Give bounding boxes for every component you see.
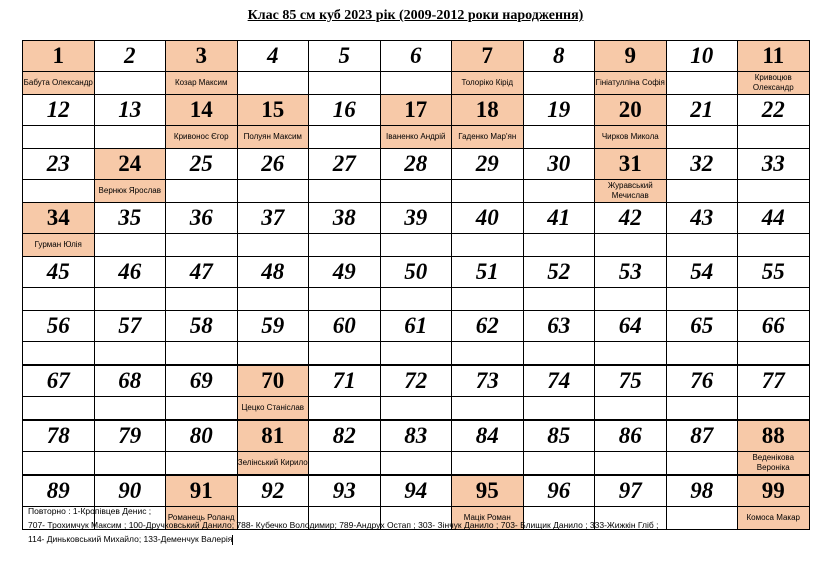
name-cell: Гініатулліна Софія xyxy=(595,72,667,95)
name-cell xyxy=(738,342,810,366)
name-cell xyxy=(166,452,238,476)
number-cell: 69 xyxy=(166,365,238,397)
name-cell xyxy=(380,288,452,311)
name-cell xyxy=(595,452,667,476)
number-cell: 53 xyxy=(595,257,667,288)
number-cell: 56 xyxy=(23,311,95,342)
name-cell xyxy=(380,342,452,366)
name-cell: Гаденко Мар'ян xyxy=(452,126,524,149)
name-cell xyxy=(309,397,381,421)
name-cell xyxy=(523,397,595,421)
number-cell: 60 xyxy=(309,311,381,342)
name-row xyxy=(23,342,810,366)
number-cell: 93 xyxy=(309,475,381,507)
number-cell: 97 xyxy=(595,475,667,507)
name-cell xyxy=(166,288,238,311)
number-cell: 99 xyxy=(738,475,810,507)
number-cell: 98 xyxy=(666,475,738,507)
number-cell: 45 xyxy=(23,257,95,288)
name-cell xyxy=(237,180,309,203)
number-cell: 31 xyxy=(595,149,667,180)
number-cell: 83 xyxy=(380,420,452,452)
number-cell: 21 xyxy=(666,95,738,126)
name-cell xyxy=(666,126,738,149)
name-cell xyxy=(23,288,95,311)
number-cell: 91 xyxy=(166,475,238,507)
number-row xyxy=(23,149,810,180)
number-cell: 20 xyxy=(595,95,667,126)
number-cell: 64 xyxy=(595,311,667,342)
number-cell: 85 xyxy=(523,420,595,452)
number-cell: 7 xyxy=(452,41,524,72)
number-cell: 44 xyxy=(738,203,810,234)
name-cell xyxy=(23,452,95,476)
number-cell: 75 xyxy=(595,365,667,397)
name-cell xyxy=(309,72,381,95)
number-cell: 50 xyxy=(380,257,452,288)
name-cell xyxy=(94,72,166,95)
name-cell xyxy=(237,288,309,311)
notes-line: 707- Трохимчук Максим ; 100-Дручковський Данило; 788- Кубечко Володимир; 789-Андрух Остап ; 303- Зінчук Данило ; 703- Блищик Данило ; 333-Жижкін Гліб ; xyxy=(28,520,659,530)
number-cell: 73 xyxy=(452,365,524,397)
number-cell: 6 xyxy=(380,41,452,72)
number-cell: 23 xyxy=(23,149,95,180)
name-cell xyxy=(452,288,524,311)
number-cell: 59 xyxy=(237,311,309,342)
name-cell xyxy=(94,126,166,149)
name-row xyxy=(23,180,810,203)
number-cell: 12 xyxy=(23,95,95,126)
number-cell: 54 xyxy=(666,257,738,288)
number-cell: 92 xyxy=(237,475,309,507)
number-cell: 43 xyxy=(666,203,738,234)
number-cell: 32 xyxy=(666,149,738,180)
name-cell xyxy=(23,397,95,421)
number-cell: 70 xyxy=(237,365,309,397)
number-cell: 5 xyxy=(309,41,381,72)
name-cell xyxy=(452,234,524,257)
notes-line: 114- Диньковський Михайло; 133-Деменчук Валерія xyxy=(28,534,233,544)
text-cursor xyxy=(232,535,233,545)
name-cell xyxy=(666,452,738,476)
name-cell: Цецко Станіслав xyxy=(237,397,309,421)
number-cell: 80 xyxy=(166,420,238,452)
name-cell xyxy=(523,126,595,149)
name-cell xyxy=(237,72,309,95)
name-cell xyxy=(738,234,810,257)
name-cell: Комоса Макар xyxy=(738,507,810,530)
name-cell xyxy=(595,288,667,311)
number-cell: 29 xyxy=(452,149,524,180)
notes-line: Повторно : 1-Кропівцев Денис ; xyxy=(28,506,152,516)
number-cell: 36 xyxy=(166,203,238,234)
number-cell: 13 xyxy=(94,95,166,126)
number-cell: 95 xyxy=(452,475,524,507)
name-cell xyxy=(523,72,595,95)
number-cell: 81 xyxy=(237,420,309,452)
number-cell: 10 xyxy=(666,41,738,72)
number-row xyxy=(23,365,810,397)
name-cell xyxy=(666,72,738,95)
name-cell xyxy=(452,452,524,476)
number-cell: 24 xyxy=(94,149,166,180)
number-cell: 42 xyxy=(595,203,667,234)
name-row xyxy=(23,234,810,257)
name-cell xyxy=(738,288,810,311)
name-cell xyxy=(237,342,309,366)
name-cell xyxy=(166,234,238,257)
number-cell: 16 xyxy=(309,95,381,126)
number-cell: 2 xyxy=(94,41,166,72)
number-cell: 8 xyxy=(523,41,595,72)
name-cell xyxy=(380,397,452,421)
name-cell xyxy=(380,72,452,95)
name-cell xyxy=(166,180,238,203)
name-cell xyxy=(309,342,381,366)
name-cell xyxy=(309,180,381,203)
name-cell xyxy=(666,288,738,311)
number-cell: 26 xyxy=(237,149,309,180)
number-cell: 3 xyxy=(166,41,238,72)
number-cell: 18 xyxy=(452,95,524,126)
number-cell: 38 xyxy=(309,203,381,234)
number-cell: 61 xyxy=(380,311,452,342)
number-row xyxy=(23,311,810,342)
name-cell xyxy=(94,342,166,366)
number-cell: 87 xyxy=(666,420,738,452)
number-cell: 17 xyxy=(380,95,452,126)
name-cell xyxy=(237,234,309,257)
name-cell: Вернюк Ярослав xyxy=(94,180,166,203)
number-cell: 11 xyxy=(738,41,810,72)
number-cell: 22 xyxy=(738,95,810,126)
name-cell: Толоріко Кірід xyxy=(452,72,524,95)
name-cell xyxy=(94,397,166,421)
number-cell: 66 xyxy=(738,311,810,342)
number-cell: 86 xyxy=(595,420,667,452)
name-cell xyxy=(666,180,738,203)
number-cell: 30 xyxy=(523,149,595,180)
name-cell xyxy=(452,180,524,203)
number-cell: 78 xyxy=(23,420,95,452)
name-cell xyxy=(380,452,452,476)
name-cell: Кривонос Єгор xyxy=(166,126,238,149)
number-cell: 48 xyxy=(237,257,309,288)
number-cell: 51 xyxy=(452,257,524,288)
name-cell xyxy=(166,397,238,421)
number-cell: 15 xyxy=(237,95,309,126)
number-cell: 72 xyxy=(380,365,452,397)
name-cell: Кривоцюв Олександр xyxy=(738,72,810,95)
number-cell: 37 xyxy=(237,203,309,234)
name-cell xyxy=(738,397,810,421)
number-cell: 84 xyxy=(452,420,524,452)
number-row xyxy=(23,420,810,452)
number-cell: 14 xyxy=(166,95,238,126)
number-cell: 35 xyxy=(94,203,166,234)
name-row xyxy=(23,72,810,95)
name-cell xyxy=(452,397,524,421)
name-cell xyxy=(166,342,238,366)
name-cell xyxy=(666,234,738,257)
number-cell: 39 xyxy=(380,203,452,234)
number-cell: 74 xyxy=(523,365,595,397)
name-row xyxy=(23,288,810,311)
number-cell: 25 xyxy=(166,149,238,180)
name-cell xyxy=(380,180,452,203)
number-cell: 47 xyxy=(166,257,238,288)
name-cell xyxy=(23,342,95,366)
number-cell: 58 xyxy=(166,311,238,342)
number-cell: 34 xyxy=(23,203,95,234)
name-cell xyxy=(309,288,381,311)
name-cell xyxy=(595,342,667,366)
number-cell: 33 xyxy=(738,149,810,180)
name-cell xyxy=(452,342,524,366)
number-cell: 89 xyxy=(23,475,95,507)
number-cell: 94 xyxy=(380,475,452,507)
notes xyxy=(28,504,818,546)
number-cell: 57 xyxy=(94,311,166,342)
name-cell xyxy=(309,126,381,149)
number-cell: 4 xyxy=(237,41,309,72)
name-cell xyxy=(666,342,738,366)
number-cell: 79 xyxy=(94,420,166,452)
number-cell: 96 xyxy=(523,475,595,507)
number-cell: 41 xyxy=(523,203,595,234)
name-cell: Журавський Мечислав xyxy=(595,180,667,203)
number-row xyxy=(23,475,810,507)
number-cell: 82 xyxy=(309,420,381,452)
number-cell: 49 xyxy=(309,257,381,288)
name-cell xyxy=(523,234,595,257)
name-cell: Мацік Роман xyxy=(452,507,524,530)
name-cell: Романець Роланд xyxy=(166,507,238,530)
number-cell: 63 xyxy=(523,311,595,342)
name-cell xyxy=(738,126,810,149)
name-cell: Іваненко Андрій xyxy=(380,126,452,149)
name-row xyxy=(23,126,810,149)
number-cell: 76 xyxy=(666,365,738,397)
number-grid xyxy=(22,40,810,530)
name-cell xyxy=(523,452,595,476)
number-cell: 9 xyxy=(595,41,667,72)
name-cell: Бабута Олександр xyxy=(23,72,95,95)
number-cell: 55 xyxy=(738,257,810,288)
number-row xyxy=(23,41,810,72)
number-cell: 1 xyxy=(23,41,95,72)
number-cell: 68 xyxy=(94,365,166,397)
name-cell xyxy=(738,180,810,203)
name-cell xyxy=(94,452,166,476)
number-cell: 19 xyxy=(523,95,595,126)
name-cell xyxy=(595,234,667,257)
name-cell xyxy=(523,342,595,366)
name-cell xyxy=(380,234,452,257)
name-cell: Зелінський Кирило xyxy=(237,452,309,476)
name-cell xyxy=(666,397,738,421)
number-row xyxy=(23,257,810,288)
number-cell: 71 xyxy=(309,365,381,397)
name-cell xyxy=(94,234,166,257)
number-cell: 88 xyxy=(738,420,810,452)
name-cell xyxy=(94,288,166,311)
number-cell: 40 xyxy=(452,203,524,234)
name-row xyxy=(23,397,810,421)
number-cell: 62 xyxy=(452,311,524,342)
name-cell xyxy=(309,452,381,476)
number-row xyxy=(23,95,810,126)
name-cell xyxy=(523,288,595,311)
number-cell: 52 xyxy=(523,257,595,288)
name-cell: Полуян Максим xyxy=(237,126,309,149)
name-cell: Веденікова Вероніка xyxy=(738,452,810,476)
name-cell xyxy=(23,180,95,203)
name-row xyxy=(23,452,810,476)
name-cell xyxy=(523,180,595,203)
name-cell xyxy=(309,234,381,257)
number-cell: 90 xyxy=(94,475,166,507)
number-cell: 28 xyxy=(380,149,452,180)
name-cell: Чирков Микола xyxy=(595,126,667,149)
number-cell: 46 xyxy=(94,257,166,288)
name-cell: Гурман Юлія xyxy=(23,234,95,257)
number-cell: 67 xyxy=(23,365,95,397)
name-cell: Козар Максим xyxy=(166,72,238,95)
number-cell: 77 xyxy=(738,365,810,397)
number-cell: 65 xyxy=(666,311,738,342)
number-row xyxy=(23,203,810,234)
page-title: Клас 85 см куб 2023 рік (2009-2012 роки народження) xyxy=(247,8,584,23)
name-cell xyxy=(23,126,95,149)
number-cell: 27 xyxy=(309,149,381,180)
name-cell xyxy=(595,397,667,421)
